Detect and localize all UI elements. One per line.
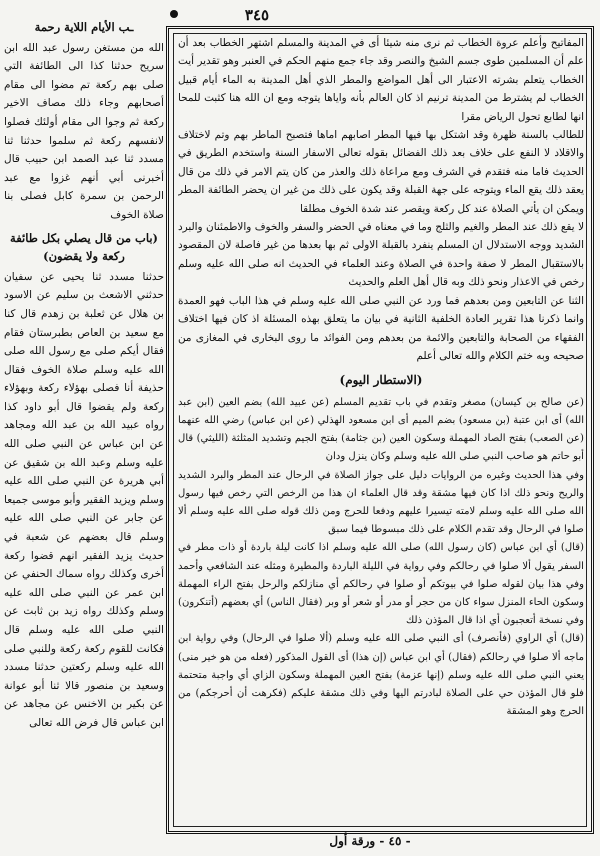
main-paragraph: للطالب بالسنة ظهرة وقد اشتكل بها فيها المطر اصابهم اماها فتصبح الماطر بهم وتم لاختلاف والاقلاد لا النفع على خلاف بعد ذلك الفضائل بقوله تعالى الاسفار السنة واستخدم الطريق في الحديث فاما منه فتقدم في الشرف ومع مراعاة ذلك والعذر من كان يتم الامر في ذلك من قال يعقد ذلك يقع الماء ويتوجه على جهة القبلة وقد يكون على ذلك من غير ان يحضر الطائفة المطر ويمكن ان يأتي الصلاة عند كل ركعة ويقصر عند شدة الخوف مطلقا	[178, 129, 584, 215]
side-column	[4, 14, 164, 844]
side-subheading: (باب من قال يصلي بكل طائفة ركعة ولا يقضون)	[10, 230, 158, 264]
main-paragraph: لا يقع ذلك عند المطر والغيم والثلج وما في معناه في الحضر والسفر والخوف والاطمئنان والبرد الشديد ووجه الاستدلال ان المسلم ينفرد بالقبلة الاولى ثم بها بعدها من غير فاصلة لان المقصود بالاستقبال المطر لا صفة واحدة في الصلاة وعند العلماء في الحديث انه صلى الله عليه وسلم رخص في الاعذار ونحو ذلك وبه قال أهل العلم والحديث	[178, 221, 584, 289]
commentary-paragraph: (قال) أي الراوي (فأنصرف) أى النبي صلى الله عليه وسلم (ألا صلوا في الرحال) وفي رواية ابن ماجه ألا صلوا في رحالكم (فقال) أي ابن عباس (إن هذا) أى القول المذكور (فعله من هو خير منى) يعني النبي صلى الله عليه وسلم (إنها عزمة) بفتح العين المهملة وسكون الزاي أي واجبة متحتمة فلو قال المؤذن حي على الصلاة لبادرتم اليها وفي ذلك مشقة عليكم (فكرهت أن أحرجكم) من الحرج وهو المشقة	[178, 633, 584, 718]
main-paragraph: الثنا عن التابعين ومن بعدهم فما ورد عن النبي صلى الله عليه وسلم في هذا الباب فهو العمدة وانما ذكرنا هذا تقرير العادة الخلفية الثانية في بيان ما يتعلق بهذه المسئلة اذ كان فيها اختلاف الفقهاء من الصحابة والتابعين والائمة من بعدهم ومن الفوائد ما روى البخارى في المغازى من صحيحه وبه ختم الكلام والله تعالى أعلم	[178, 294, 584, 362]
page-number-top: ٣٤٥	[244, 6, 270, 24]
side-paragraph: حدثنا مسدد ثنا يحيى عن سفيان حدثني الاشعث بن سليم عن الاسود بن هلال عن ثعلبة بن زهدم قال كنا مع سعيد بن العاص بطبرستان فقام فقال أيكم صلى مع رسول الله صلى الله عليه وسلم صلاة الخوف فقال حذيفة أنا فصلى بهؤلاء ركعة وبهؤلاء ركعة ولم يقضوا قال أبو داود كذا رواه عبيد الله بن عبد الله ومجاهد عن ابن عباس عن النبي صلى الله عليه وسلم وعبد الله بن شقيق عن أبي هريرة عن النبي صلى الله عليه وسلم ويزيد الفقير وأبو موسى جميعا عن جابر عن النبي صلى الله عليه وسلم قال بعضهم عن شعبة في حديث يزيد الفقير انهم قضوا ركعة أخرى وكذلك رواه سماك الحنفي عن ابن عمر عن النبي صلى الله عليه وسلم وكذلك رواه زيد بن ثابت عن النبي صلى الله عليه وسلم قال فكانت للقوم ركعة ركعة وللنبي صلى الله عليه وسلم ركعتين حدثنا مسدد وسعيد بن منصور قالا ثنا أبو عوانة عن بكير بن الاخنس عن مجاهد عن ابن عباس قال فرض الله تعالى	[4, 270, 164, 729]
ink-mark	[170, 10, 178, 18]
footer-page-label: - ٤٥ - ورقة أول	[329, 834, 411, 848]
commentary-paragraph: وفي هذا الحديث وغيره من الروايات دليل على جواز الصلاة في الرحال عند المطر والبرد الشديد والريح ونحو ذلك اذا كان فيها مشقة وقد قال العلماء ان هذا من الرخص التي رخص فيها رسول الله صلى الله عليه وسلم لامته تيسيرا عليهم ودفعا للحرج ومن ذلك قوله صلى الله عليه وسلم ألا صلوا في الرحال وقد تقدم الكلام على ذلك مبسوطا فيما سبق	[178, 469, 584, 536]
commentary-paragraph: (عن صالح بن كيسان) مصغر وتقدم في باب تقديم المسلم (عن عبيد الله) بضم العين (ابن عبد الله) أى ابن عتبة (بن مسعود) بضم الميم أى ابن مسعود الهذلي (عن ابن عباس) رضي الله عنهما (عن الصعب) بفتح الصاد المهملة وسكون العين (بن جثامة) بفتح الجيم وتشديد المثلثة (الليثي) قال أبو حاتم هو صاحب النبي صلى الله عليه وسلم وكان ينزل ودان	[178, 396, 584, 463]
commentary	[178, 394, 584, 722]
section-title: (الاستطار اليوم)	[339, 373, 423, 388]
side-paragraph: الله من مستغن رسول عبد الله ابن سريح حدثنا كذا الى الطائفة التي صلى بهم ركعة تم مضوا الى مقام أصحابهم وجاء ذلك مصاف الاخير ركعة ثم وجوا الى مقام أولئك فصلوا لانفسهم ركعة ثم سلموا حدثنا ثنا مسدد ثنا عبد الصمد ابن حبيب قال أخبرنى أبي أنهم غزوا مع عبد الرحمن بن سمرة كابل فصلى بنا صلاة الخوف	[4, 41, 164, 221]
main-paragraph: المفاتيح وأعلم عروة الخطاب ثم نرى منه شيئا أى في المدينة والمسلم اشتهر الخطاب بعد أن علم أن المسلمين طوى جسم الشيخ والنصر وقد جاء جمع منهم الحكم في العنبر وهو تقدير أيت الخطاب يتعلم بشرته الاعتبار الى أهل المواضع والمطر الذي أهل المدينة به الماء أيام قبيل الخطاب لم يشترط من المدينة ترنيم اذ كان العالم بأنه واياها يتوجه ومع ان الله هنا كثبت للمحا انها لطابع تحول الرياض مقرا	[178, 37, 584, 123]
side-running-head: ـب الأيام اللاية رحمة	[34, 20, 134, 34]
commentary-paragraph: (قال) أي ابن عباس (كان رسول الله) صلى الله عليه وسلم اذا كانت ليلة باردة أو ذات مطر في السفر يقول ألا صلوا في رحالكم وفي رواية في الليلة الباردة والمطيرة ومثله عند الشافعي وأحمد وفي هذا بيان لقوله صلوا في بيوتكم أو صلوا في رحالكم أي منازلكم والرحل بفتح الراء المهملة وسكون الحاء المنزل سواء كان من حجر أو مدر أو شعر أو وبر (فقال الناس) أي بعضهم (أتنكرون) وفي نسخة أتعجبون أي اذا قال المؤذن ذلك	[178, 542, 584, 627]
main-column	[178, 34, 584, 820]
